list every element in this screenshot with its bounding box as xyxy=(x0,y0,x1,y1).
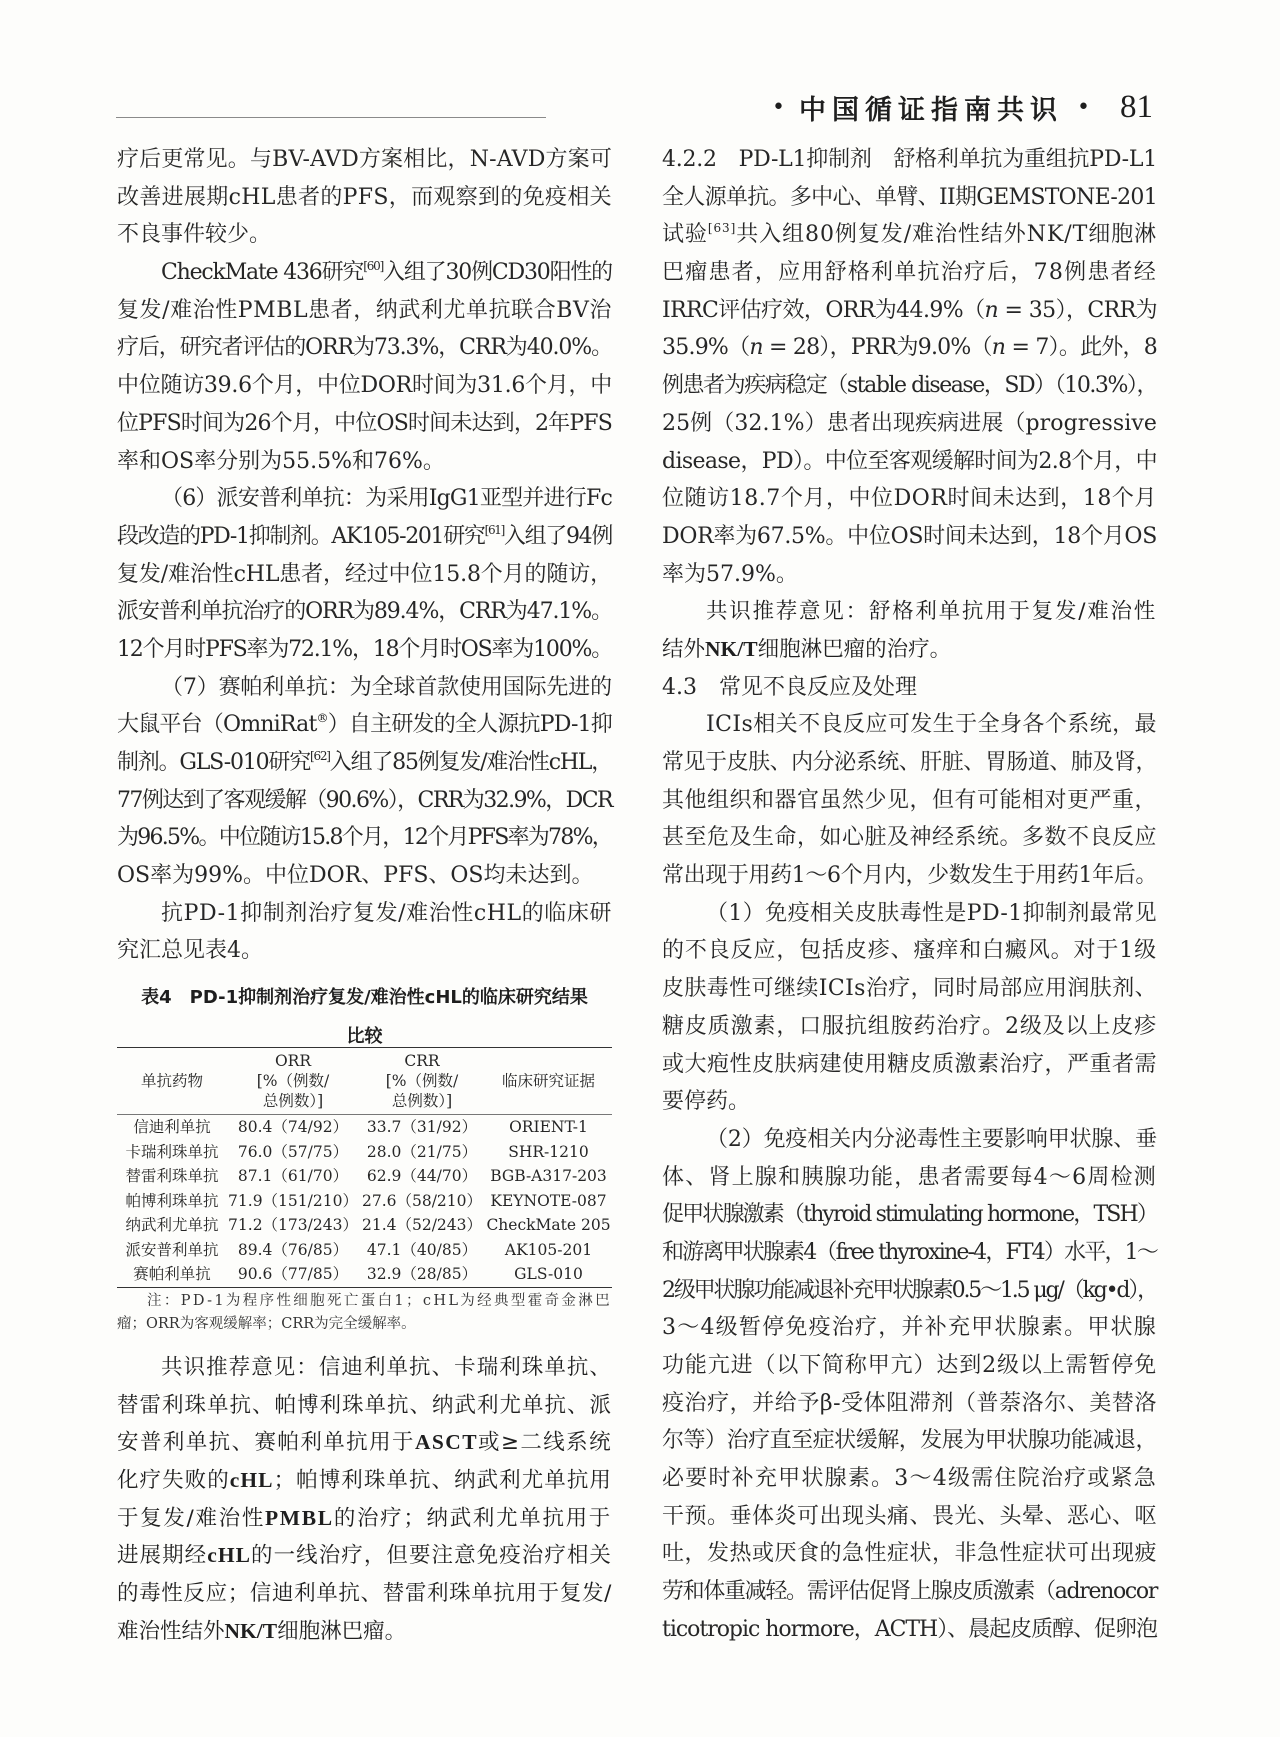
table-row xyxy=(117,1262,612,1287)
text-line xyxy=(117,367,612,405)
text-line xyxy=(662,1385,1157,1423)
text-run: 的治疗；纳武利尤单抗用于 xyxy=(333,1505,612,1531)
table-caption xyxy=(117,978,612,1056)
text-run: （2）免疫相关内分泌毒性主要影响甲状腺、垂 xyxy=(706,1126,1157,1152)
text-line xyxy=(117,1349,612,1387)
text-run: 全人源单抗。多中心、单臂、II期GEMSTONE-201 xyxy=(662,184,1157,210)
text-line xyxy=(117,1290,612,1313)
text-run: （6）派安普利单抗：为采用IgG1亚型并进行Fc xyxy=(161,486,612,512)
text-line xyxy=(662,857,1157,895)
text-line xyxy=(117,1462,612,1500)
text-line xyxy=(662,1611,1157,1649)
text-run: 入组了94例 xyxy=(503,523,612,549)
text-line xyxy=(662,744,1157,782)
running-head xyxy=(772,86,1153,128)
table-cell: 87.1（61/70） xyxy=(237,1167,349,1185)
text-run: = 28），PRR为9.0%（ xyxy=(762,335,992,361)
citation-superscript: [61] xyxy=(484,522,504,537)
text-run: 入组了85例复发/难治性cHL， xyxy=(329,750,612,775)
text-line xyxy=(117,1500,612,1538)
column-header-text: 单抗药物 xyxy=(140,1072,203,1090)
text-run: （1）免疫相关皮肤毒性是PD-1抑制剂最常见 xyxy=(706,900,1157,926)
text-line xyxy=(662,1460,1157,1498)
text-run: 难治性结外 xyxy=(117,1618,225,1644)
text-line xyxy=(117,593,612,631)
text-line xyxy=(662,1535,1157,1573)
text-run: 细胞淋巴瘤。 xyxy=(277,1618,407,1644)
text-run: 的一线治疗，但要注意免疫治疗相关 xyxy=(251,1543,612,1569)
text-line xyxy=(662,1121,1157,1159)
paragraph-table-reference xyxy=(117,895,612,970)
left-column xyxy=(117,141,612,970)
text-run: ；帕博利珠单抗、纳武利尤单抗用 xyxy=(273,1468,612,1494)
table-row xyxy=(117,1189,612,1214)
table-cell: 80.4（74/92） xyxy=(237,1118,349,1136)
table-cell: GLS-010 xyxy=(514,1265,583,1283)
table-cell: AK105-201 xyxy=(504,1240,593,1259)
table-cell: 62.9（44/70） xyxy=(366,1167,478,1185)
text-line xyxy=(117,819,612,857)
text-line xyxy=(662,932,1157,970)
text-run: 为96.5%。中位随访15.8个月，12个月PFS率为78%， xyxy=(117,825,612,851)
text-run: 巴瘤患者，应用舒格利单抗治疗后，78例患者经 xyxy=(662,260,1157,286)
text-line xyxy=(662,1272,1157,1310)
right-column xyxy=(662,141,1157,1649)
table-cell: 71.2（173/243） xyxy=(228,1216,358,1234)
text-line xyxy=(662,1196,1157,1234)
text-line xyxy=(117,292,612,330)
text-run: 促甲状腺激素（thyroid stimulating hormone，TSH） xyxy=(662,1202,1157,1228)
text-line xyxy=(117,1575,612,1613)
text-run: 12个月时PFS率为72.1%，18个月时OS率为100%。 xyxy=(117,636,612,662)
text-run: 例患者为疾病稳定（stable disease，SD）（10.3%）， xyxy=(662,373,1157,399)
text-run: 常见于皮肤、内分泌系统、肝脏、胃肠道、肺及肾， xyxy=(662,750,1157,775)
italic-variable: n xyxy=(984,297,999,323)
text-line xyxy=(662,1083,1157,1121)
text-line xyxy=(662,518,1157,556)
text-line xyxy=(117,706,612,744)
bold-text: cHL xyxy=(207,1543,252,1568)
text-line xyxy=(662,254,1157,292)
text-line xyxy=(117,1424,612,1462)
caption-line: 比较 xyxy=(346,1026,383,1047)
text-line xyxy=(662,556,1157,594)
bold-text: ASCT xyxy=(414,1430,478,1455)
text-line xyxy=(117,216,612,254)
text-line xyxy=(662,970,1157,1008)
text-line xyxy=(117,895,612,933)
text-line xyxy=(117,480,612,518)
text-line xyxy=(662,1573,1157,1611)
text-run: 体、肾上腺和胰腺功能，患者需要每4～6周检测 xyxy=(662,1164,1157,1190)
text-run: OS率为99%。中位DOR、PFS、OS均未达到。 xyxy=(117,863,594,889)
text-run: 35.9%（ xyxy=(662,335,750,361)
table-cell: 33.7（31/92） xyxy=(366,1118,478,1136)
text-run: 和游离甲状腺素4（free thyroxine-4，FT4）水平，1～ xyxy=(662,1239,1157,1265)
column-header xyxy=(227,1048,359,1115)
text-run: 于复发/难治性 xyxy=(117,1505,265,1531)
text-line xyxy=(662,329,1157,367)
table-cell: SHR-1210 xyxy=(508,1142,589,1161)
bold-text: NK/T xyxy=(224,1618,278,1643)
text-line xyxy=(117,443,612,481)
recommendation-paragraph xyxy=(662,593,1157,668)
text-line xyxy=(117,254,612,292)
table-cell: 赛帕利单抗 xyxy=(133,1265,211,1283)
text-run: 抗PD-1抑制剂治疗复发/难治性cHL的临床研 xyxy=(161,900,612,926)
text-run: 改善进展期cHL患者的PFS，而观察到的免疫相关 xyxy=(117,184,612,210)
text-run: = 35），CRR为 xyxy=(998,297,1157,323)
table-cell: 信迪利单抗 xyxy=(133,1118,211,1136)
text-run: 安普利单抗、赛帕利单抗用于 xyxy=(117,1430,415,1456)
table-cell: 27.6（58/210） xyxy=(361,1191,483,1210)
text-run: 尔等）治疗直至症状缓解，发展为甲状腺功能减退， xyxy=(662,1428,1157,1454)
table-cell: 71.9（151/210） xyxy=(228,1191,358,1210)
text-run: 的不良反应，包括皮疹、瘙痒和白癜风。对于1级 xyxy=(662,938,1157,964)
paragraph xyxy=(117,141,612,254)
text-run: 结外 xyxy=(662,636,706,662)
text-run: 位PFS时间为26个月，中位OS时间未达到，2年PFS xyxy=(117,410,612,436)
citation-superscript: [60] xyxy=(363,259,384,274)
text-line xyxy=(662,631,1157,669)
text-run: 的毒性反应；信迪利单抗、替雷利珠单抗用于复发/ xyxy=(117,1581,612,1607)
table-cell: 90.6（77/85） xyxy=(237,1265,349,1283)
text-run: 段改造的PD-1抑制剂。AK105-201研究 xyxy=(117,523,485,549)
text-line xyxy=(662,405,1157,443)
text-run: CheckMate 436研究 xyxy=(161,260,364,286)
section-heading-4-3 xyxy=(662,669,1157,707)
text-run: 瘤；ORR为客观缓解率；CRR为完全缓解率。 xyxy=(117,1316,416,1332)
citation-superscript: [63] xyxy=(707,221,737,236)
text-line xyxy=(117,1313,612,1336)
text-line xyxy=(662,706,1157,744)
text-line xyxy=(662,443,1157,481)
paragraph-penpulimab xyxy=(117,480,612,668)
text-run: 干预。垂体炎可出现头痛、畏光、头晕、恶心、呕 xyxy=(662,1503,1157,1529)
text-run: 4.3 常见不良反应及处理 xyxy=(662,674,917,700)
text-line xyxy=(662,593,1157,631)
table-row xyxy=(117,1213,612,1238)
text-run: 究汇总见表4。 xyxy=(117,938,263,964)
text-run: 化疗失败的 xyxy=(117,1468,230,1494)
text-run: 进展期经 xyxy=(117,1543,208,1569)
text-run: ICIs相关不良反应可发生于全身各个系统，最 xyxy=(706,712,1157,738)
text-run: 甚至危及生命，如心脏及神经系统。多数不良反应 xyxy=(662,825,1157,851)
table-cell: 32.9（28/85） xyxy=(366,1265,478,1283)
table-cell: BGB-A317-203 xyxy=(490,1167,607,1185)
table-cell: 76.0（57/75） xyxy=(237,1142,349,1161)
column-header-text: 总例数）] xyxy=(391,1092,453,1110)
text-run: 疗后，研究者评估的ORR为73.3%，CRR为40.0%。 xyxy=(117,335,612,361)
table-cell: 28.0（21/75） xyxy=(366,1142,478,1161)
text-line xyxy=(117,857,612,895)
text-line xyxy=(662,141,1157,179)
text-run: disease，PD）。中位至客观缓解时间为2.8个月，中 xyxy=(662,448,1157,474)
text-run: 疗后更常见。与BV-AVD方案相比，N-AVD方案可 xyxy=(117,147,612,172)
table-row xyxy=(117,1164,612,1189)
italic-variable: n xyxy=(749,335,763,361)
citation-superscript: [62] xyxy=(309,749,330,763)
text-line xyxy=(117,744,612,782)
column-header xyxy=(485,1048,612,1115)
text-run: 常出现于用药1～6个月内，少数发生于用药1年后。 xyxy=(662,863,1157,889)
bold-text: cHL xyxy=(229,1468,274,1493)
table-cell: 替雷利珠单抗 xyxy=(125,1167,219,1185)
text-line xyxy=(662,1008,1157,1046)
table-cell: ORIENT-1 xyxy=(509,1118,588,1136)
table-cell: 89.4（76/85） xyxy=(237,1240,349,1259)
italic-variable: n xyxy=(991,335,1006,361)
header-rule xyxy=(116,117,546,118)
text-line xyxy=(117,782,612,820)
text-line xyxy=(662,1234,1157,1272)
text-line xyxy=(662,1347,1157,1385)
text-line xyxy=(117,1387,612,1425)
text-run: 或大疱性皮肤病建使用糖皮质激素治疗，严重者需 xyxy=(662,1051,1157,1077)
text-line xyxy=(117,669,612,707)
table-header-row xyxy=(117,1048,612,1115)
text-line xyxy=(117,631,612,669)
text-run: 糖皮质激素，口服抗组胺药治疗。2级及以上皮疹 xyxy=(662,1013,1157,1039)
column-header-text: [%（例数/ xyxy=(256,1072,330,1090)
text-line xyxy=(662,1046,1157,1084)
text-run: 共识推荐意见：舒格利单抗用于复发/难治性 xyxy=(706,599,1157,625)
text-run: 共入组80例复发/难治性结外NK/T细胞淋 xyxy=(736,222,1157,248)
table-row xyxy=(117,1238,612,1263)
text-run: 率为57.9%。 xyxy=(662,561,798,587)
bullet-icon: • xyxy=(1077,94,1090,120)
text-line xyxy=(662,1159,1157,1197)
citation-superscript: ® xyxy=(316,711,328,726)
text-line xyxy=(662,1498,1157,1536)
bold-text: NK/T xyxy=(705,636,758,661)
column-header-text: 总例数）] xyxy=(262,1092,324,1110)
bullet-icon: • xyxy=(772,94,786,120)
text-run: ticotropic hormore，ACTH）、晨起皮质醇、促卵泡 xyxy=(662,1616,1157,1642)
text-line xyxy=(662,367,1157,405)
text-line xyxy=(117,518,612,556)
text-line xyxy=(662,819,1157,857)
text-line xyxy=(117,1537,612,1575)
text-line xyxy=(117,329,612,367)
text-line xyxy=(662,1309,1157,1347)
table-cell: KEYNOTE-087 xyxy=(490,1191,607,1210)
column-header-text: [%（例数/ xyxy=(385,1072,459,1090)
text-run: 共识推荐意见：信迪利单抗、卡瑞利珠单抗、 xyxy=(161,1355,612,1380)
caption-line: 表4 PD-1抑制剂治疗复发/难治性cHL的临床研究结果 xyxy=(141,987,588,1008)
text-run: 或≥二线系统 xyxy=(477,1430,612,1456)
text-run: 其他组织和器官虽然少见，但有可能相对更严重， xyxy=(662,787,1157,813)
paragraph-endocrine-toxicity xyxy=(662,1121,1157,1649)
text-line xyxy=(662,216,1157,254)
text-run: 4.2.2 PD-L1抑制剂 舒格利单抗为重组抗PD-L1 xyxy=(662,147,1157,172)
text-run: 复发/难治性PMBL患者，纳武利尤单抗联合BV治 xyxy=(117,297,612,323)
table-cell: 纳武利尤单抗 xyxy=(125,1216,219,1234)
results-table xyxy=(117,1047,612,1288)
text-run: 细胞淋巴瘤的治疗。 xyxy=(757,636,952,662)
text-line xyxy=(662,292,1157,330)
text-run: 劳和体重减轻。需评估促肾上腺皮质激素（adrenocor xyxy=(662,1579,1157,1605)
paragraph-skin-toxicity xyxy=(662,895,1157,1121)
text-run: ）自主研发的全人源抗PD-1抑 xyxy=(327,712,613,738)
text-line xyxy=(662,480,1157,518)
table-cell: 派安普利单抗 xyxy=(125,1240,219,1259)
text-line xyxy=(662,1422,1157,1460)
paragraph-ici-adverse-events xyxy=(662,706,1157,894)
paragraph-checkmate-436 xyxy=(117,254,612,480)
text-line xyxy=(662,669,1157,707)
text-run: 必要时补充甲状腺素。3～4级需住院治疗或紧急 xyxy=(662,1466,1157,1492)
text-line xyxy=(662,782,1157,820)
column-header xyxy=(117,1048,227,1115)
text-run: 疫治疗，并给予β-受体阻滞剂（普萘洛尔、美替洛 xyxy=(662,1390,1157,1416)
table-cell: 帕博利珠单抗 xyxy=(125,1191,219,1210)
journal-title: 中国循证指南共识 xyxy=(799,94,1064,126)
table-row xyxy=(117,1140,612,1165)
table-cell: 21.4（52/243） xyxy=(361,1216,483,1234)
text-line xyxy=(117,1613,612,1651)
text-line xyxy=(117,405,612,443)
text-run: 中位随访39.6个月，中位DOR时间为31.6个月，中 xyxy=(117,373,612,399)
text-run: 要停药。 xyxy=(662,1089,751,1115)
column-header-text: ORR xyxy=(274,1052,312,1070)
text-run: 注：PD-1为程序性细胞死亡蛋白1；cHL为经典型霍奇金淋巴 xyxy=(147,1293,612,1309)
text-run: 入组了30例CD30阳性的 xyxy=(383,260,612,286)
paragraph-zimberelimab xyxy=(117,669,612,895)
text-line xyxy=(662,179,1157,217)
text-line xyxy=(117,141,612,179)
text-run: 25例（32.1%）患者出现疾病进展（progressive xyxy=(662,410,1157,436)
text-line xyxy=(117,179,612,217)
table-cell: CheckMate 205 xyxy=(486,1216,611,1234)
text-run: 3～4级暂停免疫治疗，并补充甲状腺素。甲状腺 xyxy=(662,1315,1157,1341)
text-run: 位随访18.7个月，中位DOR时间未达到，18个月 xyxy=(662,486,1157,512)
text-run: 大鼠平台（OmniRat xyxy=(117,712,317,738)
text-run: 不良事件较少。 xyxy=(117,222,272,248)
text-run: 制剂。GLS-010研究 xyxy=(117,750,310,775)
text-run: IRRC评估疗效，ORR为44.9%（ xyxy=(662,297,985,323)
text-run: 吐，发热或厌食的急性症状，非急性症状可出现疲 xyxy=(662,1541,1157,1567)
text-run: （7）赛帕利单抗：为全球首款使用国际先进的 xyxy=(161,674,612,700)
text-run: 77例达到了客观缓解（90.6%），CRR为32.9%，DCR xyxy=(117,787,612,813)
table-row xyxy=(117,1115,612,1140)
text-run: 率和OS率分别为55.5%和76%。 xyxy=(117,448,445,474)
text-run: 试验 xyxy=(662,222,708,248)
text-run: 皮肤毒性可继续ICIs治疗，同时局部应用润肤剂、 xyxy=(662,976,1157,1002)
text-run: 2级甲状腺功能减退补充甲状腺素0.5～1.5 μg/（kg•d）， xyxy=(662,1277,1157,1303)
text-line xyxy=(117,932,612,970)
table-note xyxy=(117,1290,612,1336)
page-number: 81 xyxy=(1120,88,1153,125)
column-header-text: CRR xyxy=(404,1052,440,1070)
table-cell: 47.1（40/85） xyxy=(366,1240,478,1259)
text-line xyxy=(662,895,1157,933)
text-run: = 7）。此外，8 xyxy=(1005,335,1158,361)
text-run: 功能亢进（以下简称甲亢）达到2级以上需暂停免 xyxy=(662,1353,1157,1378)
recommendation-paragraph xyxy=(117,1349,612,1651)
bold-text: PMBL xyxy=(265,1505,334,1530)
text-run: DOR率为67.5%。中位OS时间未达到，18个月OS xyxy=(662,523,1157,549)
text-run: 派安普利单抗治疗的ORR为89.4%，CRR为47.1%。 xyxy=(117,599,612,625)
table-cell: 卡瑞利珠单抗 xyxy=(125,1142,219,1161)
text-run: 复发/难治性cHL患者，经过中位15.8个月的随访， xyxy=(117,561,612,587)
column-header xyxy=(359,1048,485,1115)
section-4-2-2 xyxy=(662,141,1157,593)
column-header-text: 临床研究证据 xyxy=(501,1072,595,1090)
text-line xyxy=(117,556,612,594)
text-run: 替雷利珠单抗、帕博利珠单抗、纳武利尤单抗、派 xyxy=(117,1392,612,1418)
